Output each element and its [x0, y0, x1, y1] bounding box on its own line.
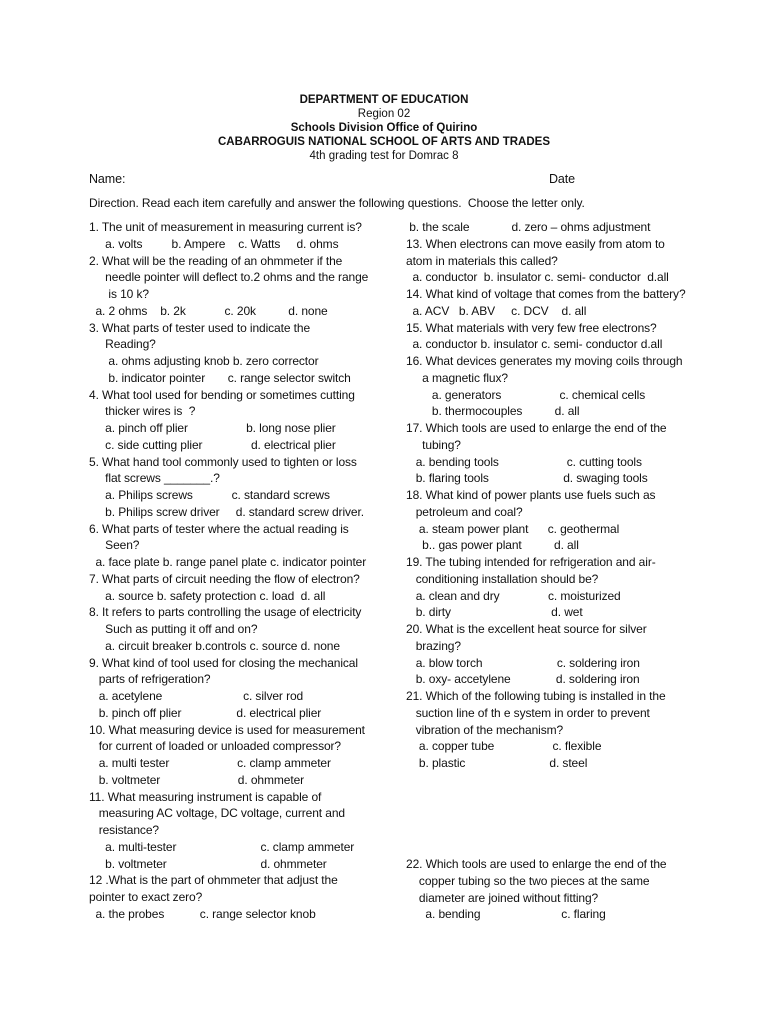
question-line: Seen? [89, 538, 140, 553]
question-line: 15. What materials with very few free electrons? [406, 320, 657, 335]
question-line: b.. gas power plant d. all [406, 538, 579, 553]
question-line: 6. What parts of tester where the actual reading is [89, 521, 349, 536]
question-line: b. voltmeter d. ohmmeter [89, 856, 327, 871]
question-line: for current of loaded or unloaded compressor? [89, 739, 342, 754]
question-line: a. Philips screws c. standard screws [89, 488, 330, 502]
question-line: 13. When electrons can move easily from atom to [406, 236, 665, 251]
question-line: a. bending tools c. cutting tools [406, 454, 642, 469]
question-line: b. Philips screw driver d. standard screw driver. [89, 504, 364, 519]
question-line: b. thermocouples d. all [406, 404, 580, 419]
question-line: 19. The tubing intended for refrigeration and air- [406, 555, 656, 569]
question-line: 18. What kind of power plants use fuels such as [406, 488, 656, 502]
question-line: a. multi tester c. clamp ammeter [89, 756, 331, 770]
question-line: 1. The unit of measurement in measuring current is? [89, 220, 362, 234]
question-line: 8. It refers to parts controlling the usage of electricity [89, 605, 362, 620]
question-line: 10. What measuring device is used for measurement [89, 722, 365, 737]
question-line: brazing? [406, 638, 461, 653]
question-line: diameter are joined without fitting? [406, 890, 599, 905]
question-line: atom in materials this called? [406, 253, 558, 268]
question-line: tubing? [406, 437, 461, 452]
question-line: vibration of the mechanism? [406, 722, 564, 737]
question-line: needle pointer will deflect to.2 ohms and the range [89, 270, 369, 285]
question-line: 14. What kind of voltage that comes from the battery? [406, 287, 686, 301]
question-line: suction line of th e system in order to prevent [406, 705, 650, 720]
question-line: b. the scale d. zero – ohms adjustment [406, 220, 651, 234]
question-line: 17. Which tools are used to enlarge the end of the [406, 421, 667, 435]
question-line: a. copper tube c. flexible [406, 739, 602, 754]
question-line: 20. What is the excellent heat source for silver [406, 622, 647, 636]
question-line: a. bending c. flaring [406, 907, 606, 922]
question-line: resistance? [89, 823, 159, 837]
question-line: b. dirty d. wet [406, 605, 583, 620]
question-line: Reading? [89, 337, 156, 352]
question-line: petroleum and coal? [406, 504, 523, 519]
question-line: 5. What hand tool commonly used to tighten or loss [89, 454, 357, 469]
question-line: a. blow torch c. soldering iron [406, 655, 640, 670]
question-line: b. plastic d. steel [406, 756, 588, 770]
question-line: 12 .What is the part of ohmmeter that adjust the [89, 873, 338, 888]
header-test-title: 4th grading test for Domrac 8 [309, 150, 459, 162]
question-line: 16. What devices generates my moving coils through [406, 354, 683, 368]
question-line: a magnetic flux? [406, 370, 508, 385]
question-line: copper tubing so the two pieces at the same [406, 873, 650, 888]
header-department: DEPARTMENT OF EDUCATION [299, 94, 469, 106]
question-line: 21. Which of the following tubing is installed in the [406, 689, 666, 703]
question-line: Such as putting it off and on? [89, 622, 258, 636]
question-line: b. indicator pointer c. range selector switch [89, 370, 351, 385]
question-line: flat screws _______.? [89, 471, 220, 486]
question-line: b. flaring tools d. swaging tools [406, 471, 648, 486]
question-line: 22. Which tools are used to enlarge the end of the [406, 857, 667, 871]
question-line: a. the probes c. range selector knob [89, 906, 316, 921]
question-line: 3. What parts of tester used to indicate the [89, 320, 311, 335]
question-line: a. acetylene c. silver rod [89, 689, 304, 703]
question-line: c. side cutting plier d. electrical plier [89, 437, 336, 452]
directions: Direction. Read each item carefully and answer the following questions. Choose the letter only. [89, 196, 585, 210]
question-line: a. generators c. chemical cells [406, 387, 646, 402]
question-line: a. steam power plant c. geothermal [406, 521, 620, 536]
header-region: Region 02 [357, 108, 411, 120]
header-division: Schools Division Office of Quirino [290, 122, 478, 134]
date-label: Date [549, 172, 576, 186]
question-line: 2. What will be the reading of an ohmmeter if the [89, 253, 343, 268]
question-line: a. conductor b. insulator c. semi- conductor d.all [406, 270, 669, 285]
question-line: a. circuit breaker b.controls c. source d. none [89, 638, 340, 653]
question-line: b. voltmeter d. ohmmeter [89, 772, 305, 787]
question-line: 11. What measuring instrument is capable of [89, 789, 322, 804]
question-line: conditioning installation should be? [406, 571, 599, 586]
question-line: a. pinch off plier b. long nose plier [89, 421, 336, 435]
question-line: a. clean and dry c. moisturized [406, 588, 621, 603]
question-line: pointer to exact zero? [89, 890, 203, 904]
header-school: CABARROGUIS NATIONAL SCHOOL OF ARTS AND TRADES [217, 136, 550, 148]
name-label: Name: [89, 172, 126, 186]
question-line: 9. What kind of tool used for closing the mechanical [89, 655, 358, 670]
question-line: 7. What parts of circuit needing the flow of electron? [89, 571, 360, 586]
question-line: b. pinch off plier d. electrical plier [89, 705, 322, 720]
question-line: parts of refrigeration? [89, 672, 211, 687]
question-line: measuring AC voltage, DC voltage, current and [89, 806, 346, 821]
question-line: a. volts b. Ampere c. Watts d. ohms [89, 236, 339, 251]
question-line: a. ohms adjusting knob b. zero corrector [89, 354, 319, 368]
question-line: a. face plate b. range panel plate c. indicator pointer [89, 555, 367, 569]
question-line: b. oxy- accetylene d. soldering iron [406, 672, 640, 687]
question-line: thicker wires is ? [89, 404, 196, 419]
question-line: is 10 k? [89, 287, 149, 301]
question-line: a. conductor b. insulator c. semi- conductor d.all [406, 337, 663, 352]
question-line: 4. What tool used for bending or sometimes cutting [89, 387, 355, 402]
question-line: a. multi-tester c. clamp ammeter [89, 839, 355, 854]
question-line: a. source b. safety protection c. load d. all [89, 588, 326, 603]
question-line: a. ACV b. ABV c. DCV d. all [406, 303, 587, 318]
question-line: a. 2 ohms b. 2k c. 20k d. none [89, 303, 328, 318]
